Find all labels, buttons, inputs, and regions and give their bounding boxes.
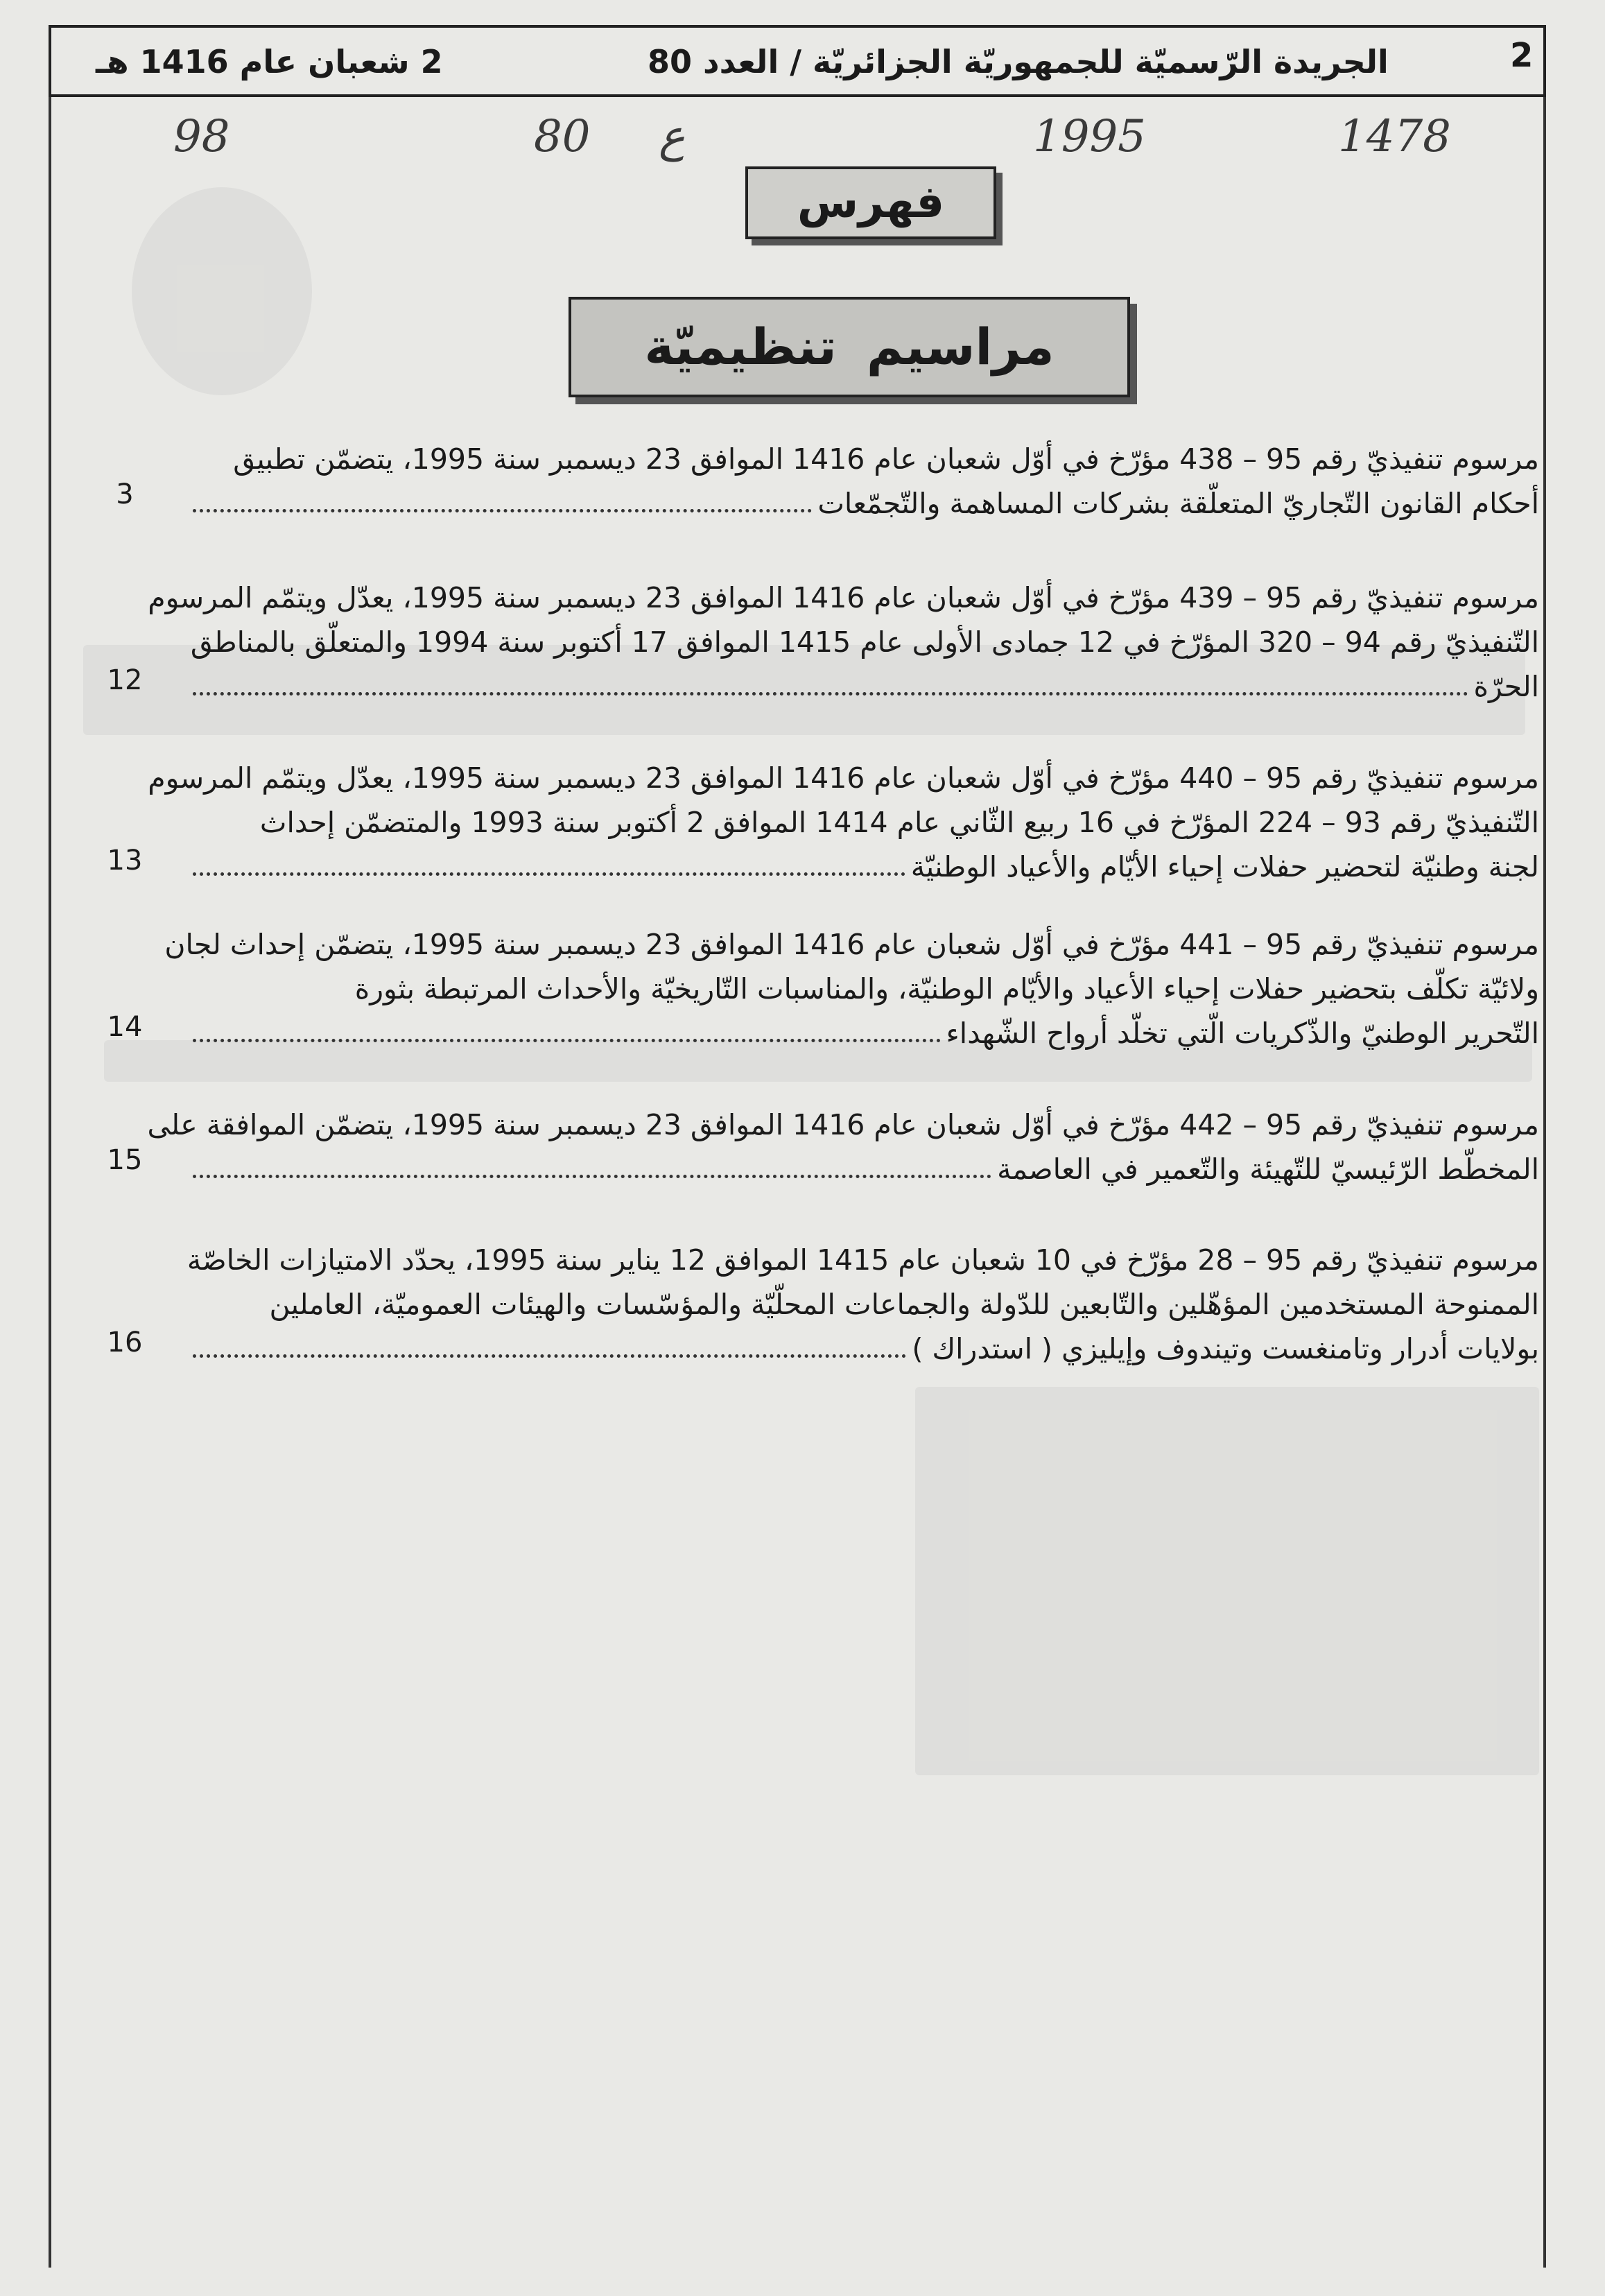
entry-last-line — [187, 664, 1539, 709]
handwritten-mark: 1478 — [1338, 111, 1451, 162]
dot-leader — [193, 1011, 941, 1042]
left-margin-rule — [49, 97, 51, 2268]
toc-title: فهرس — [745, 166, 996, 239]
entry-line: أحكام القانون التّجاريّ المتعلّقة بشركات المساهمة والتّجمّعات — [817, 487, 1539, 520]
entry-line: ولائيّة تكلّف بتحضير حفلات إحياء الأعياد والأيّام الوطنيّة، والمناسبات التّاريخيّة والأحداث المرتبطة بثورة — [354, 972, 1539, 1005]
entry-line: التّحرير الوطنيّ والذّكريات الّتي تخلّد أرواح الشّهداء — [946, 1017, 1539, 1050]
dot-leader — [193, 1327, 906, 1358]
entry-line: مرسوم تنفيذيّ رقم 95 – 441 مؤرّخ في أوّل شعبان عام 1416 الموافق 23 ديسمبر سنة 1995، يتضمّن إحداث لجان — [164, 928, 1539, 961]
entry-line: التّنفيذيّ رقم 93 – 224 المؤرّخ في 16 ربيع الثّاني عام 1414 الموافق 2 أكتوبر سنة 1993 والمتضمّن إحداث — [259, 806, 1539, 839]
entry-line: التّنفيذيّ رقم 94 – 320 المؤرّخ في 12 جمادى الأولى عام 1415 الموافق 17 أكتوبر سنة 1994 والمتعلّق بالمناطق — [190, 625, 1539, 659]
entry-page-number: 13 — [107, 845, 143, 877]
entry-line: مرسوم تنفيذيّ رقم 95 – 438 مؤرّخ في أوّل شعبان عام 1416 الموافق 23 ديسمبر سنة 1995، يتضمّن تطبيق — [233, 442, 1539, 476]
toc-entry — [187, 1238, 1539, 1371]
entry-page-number: 14 — [107, 1011, 143, 1043]
dot-leader — [193, 664, 1468, 696]
handwritten-mark: 80 — [534, 111, 591, 162]
dot-leader — [193, 845, 905, 876]
entry-line: مرسوم تنفيذيّ رقم 95 – 442 مؤرّخ في أوّل شعبان عام 1416 الموافق 23 ديسمبر سنة 1995، يتضمّن الموافقة على — [147, 1108, 1539, 1141]
running-header — [49, 25, 1546, 97]
bleed-through-table — [915, 1387, 1539, 1775]
entry-last-line — [187, 1147, 1539, 1191]
entry-page-number: 12 — [107, 664, 143, 696]
entry-last-line — [187, 1011, 1539, 1055]
header-date: 2 شعبان عام 1416 هـ — [96, 43, 443, 80]
header-issue-title: الجريدة الرّسميّة للجمهوريّة الجزائريّة / العدد 80 — [648, 43, 1389, 80]
handwritten-mark: 98 — [173, 111, 230, 162]
section-title: مراسيم تنظيميّة — [569, 297, 1130, 397]
bleed-through-seal — [132, 187, 312, 395]
entry-line: بولايات أدرار وتامنغست وتيندوف وإيليزي ( استدراك ) — [912, 1332, 1539, 1365]
entry-line: المخطّط الرّئيسيّ للتّهيئة والتّعمير في العاصمة — [997, 1153, 1539, 1186]
dot-leader — [193, 1147, 991, 1178]
entry-line: مرسوم تنفيذيّ رقم 95 – 439 مؤرّخ في أوّل شعبان عام 1416 الموافق 23 ديسمبر سنة 1995، يعدّل ويتمّم المرسوم — [148, 581, 1539, 614]
entry-last-line — [187, 845, 1539, 889]
entry-last-line — [187, 481, 1539, 526]
toc-entry — [148, 756, 1539, 889]
toc-entry — [148, 576, 1539, 709]
dot-leader — [193, 481, 812, 512]
page-number: 2 — [1510, 36, 1534, 75]
toc-entry — [164, 922, 1539, 1055]
handwritten-mark: ع — [659, 111, 686, 162]
handwritten-mark: 1995 — [1033, 111, 1146, 162]
entry-line: الممنوحة المستخدمين المؤهّلين والتّابعين للدّولة والجماعات المحلّيّة والمؤسّسات والهيئات العموميّة، العاملين — [269, 1288, 1539, 1321]
toc-entry — [187, 437, 1539, 526]
entry-page-number: 15 — [107, 1144, 143, 1176]
entry-line: مرسوم تنفيذيّ رقم 95 – 28 مؤرّخ في 10 شعبان عام 1415 الموافق 12 يناير سنة 1995، يحدّد الامتيازات الخاصّة — [186, 1243, 1539, 1277]
toc-entry — [147, 1103, 1539, 1191]
entry-line: مرسوم تنفيذيّ رقم 95 – 440 مؤرّخ في أوّل شعبان عام 1416 الموافق 23 ديسمبر سنة 1995، يعدّل ويتمّم المرسوم — [148, 761, 1539, 795]
entry-line: الحرّة — [1473, 670, 1539, 703]
entry-page-number: 16 — [107, 1327, 143, 1358]
right-margin-rule — [1543, 97, 1546, 2268]
entry-line: لجنة وطنيّة لتحضير حفلات إحياء الأيّام والأعياد الوطنيّة — [910, 850, 1539, 883]
entry-last-line — [187, 1327, 1539, 1371]
entry-page-number: 3 — [116, 478, 134, 510]
